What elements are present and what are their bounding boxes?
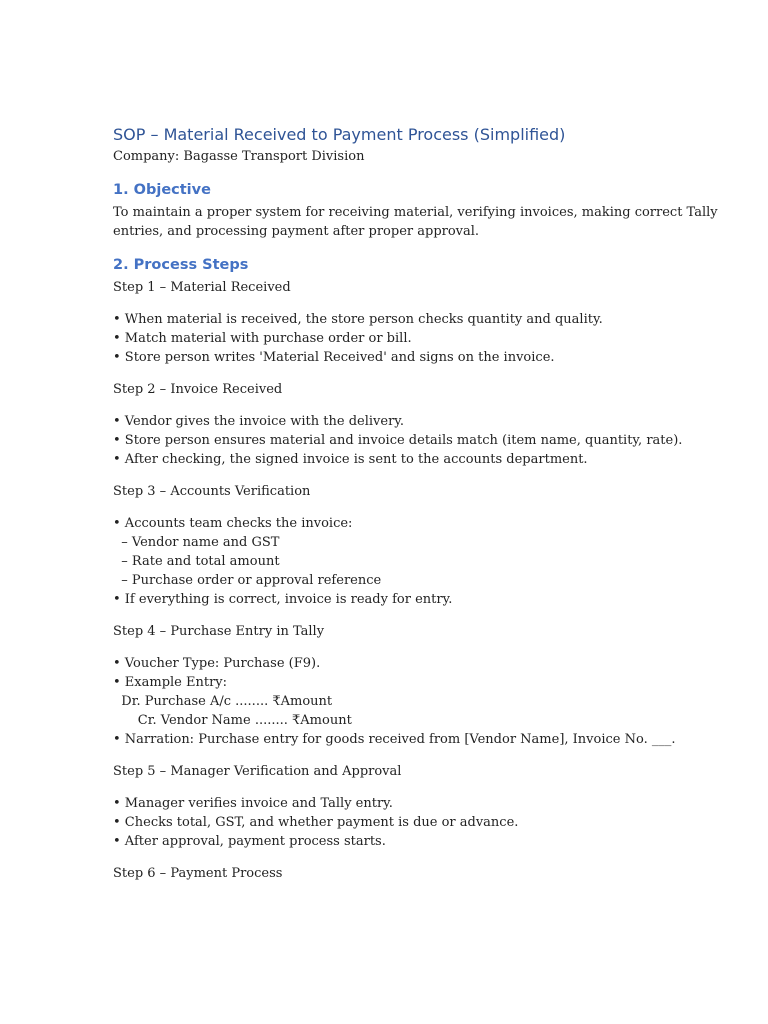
step-line: • Checks total, GST, and whether payment is due or advance. <box>113 815 519 830</box>
step-title: Step 2 – Invoice Received <box>113 382 283 397</box>
step-line: • If everything is correct, invoice is ready for entry. <box>113 592 453 607</box>
step-line: – Vendor name and GST <box>113 535 280 550</box>
step-lines <box>113 310 673 367</box>
step-line: • Accounts team checks the invoice: <box>113 516 353 531</box>
step-line: – Rate and total amount <box>113 554 280 569</box>
step-title: Step 6 – Payment Process <box>113 866 283 881</box>
document-page <box>113 124 718 883</box>
step-line: • Manager verifies invoice and Tally entry. <box>113 796 393 811</box>
step-line: • Voucher Type: Purchase (F9). <box>113 656 321 671</box>
document-title: SOP – Material Received to Payment Process (Simplified) <box>113 125 566 144</box>
objective-line: To maintain a proper system for receiving material, verifying invoices, making correct Tally <box>113 205 718 220</box>
step-lines <box>113 654 676 749</box>
step-lines <box>113 794 673 851</box>
step-line: • When material is received, the store person checks quantity and quality. <box>113 312 603 327</box>
step-line: – Purchase order or approval reference <box>113 573 382 588</box>
step-1 <box>113 278 673 367</box>
company-line: Company: Bagasse Transport Division <box>113 149 365 164</box>
step-6 <box>113 864 673 883</box>
objective-line: entries, and processing payment after proper approval. <box>113 224 480 239</box>
step-line: • After checking, the signed invoice is sent to the accounts department. <box>113 452 588 467</box>
step-title: Step 1 – Material Received <box>113 280 291 295</box>
step-line: • Example Entry: <box>113 675 228 690</box>
step-lines <box>113 412 683 469</box>
process-steps-heading: 2. Process Steps <box>113 257 249 273</box>
step-line: • Narration: Purchase entry for goods received from [Vendor Name], Invoice No. ___. <box>113 732 676 747</box>
objective-text <box>113 203 718 241</box>
step-line: • Store person ensures material and invoice details match (item name, quantity, rate). <box>113 433 683 448</box>
step-line: • After approval, payment process starts. <box>113 834 386 849</box>
step-line: Dr. Purchase A/c ........ ₹Amount <box>113 694 333 709</box>
step-title: Step 4 – Purchase Entry in Tally <box>113 624 325 639</box>
step-3 <box>113 482 673 609</box>
step-line: • Store person writes 'Material Received' and signs on the invoice. <box>113 350 555 365</box>
step-5 <box>113 762 673 851</box>
step-2 <box>113 380 683 469</box>
step-title: Step 3 – Accounts Verification <box>113 484 311 499</box>
step-title: Step 5 – Manager Verification and Approval <box>113 764 402 779</box>
objective-heading: 1. Objective <box>113 182 211 198</box>
step-line: Cr. Vendor Name ........ ₹Amount <box>113 713 352 728</box>
step-line: • Vendor gives the invoice with the delivery. <box>113 414 405 429</box>
step-lines <box>113 514 673 609</box>
step-4 <box>113 622 676 749</box>
step-line: • Match material with purchase order or bill. <box>113 331 412 346</box>
